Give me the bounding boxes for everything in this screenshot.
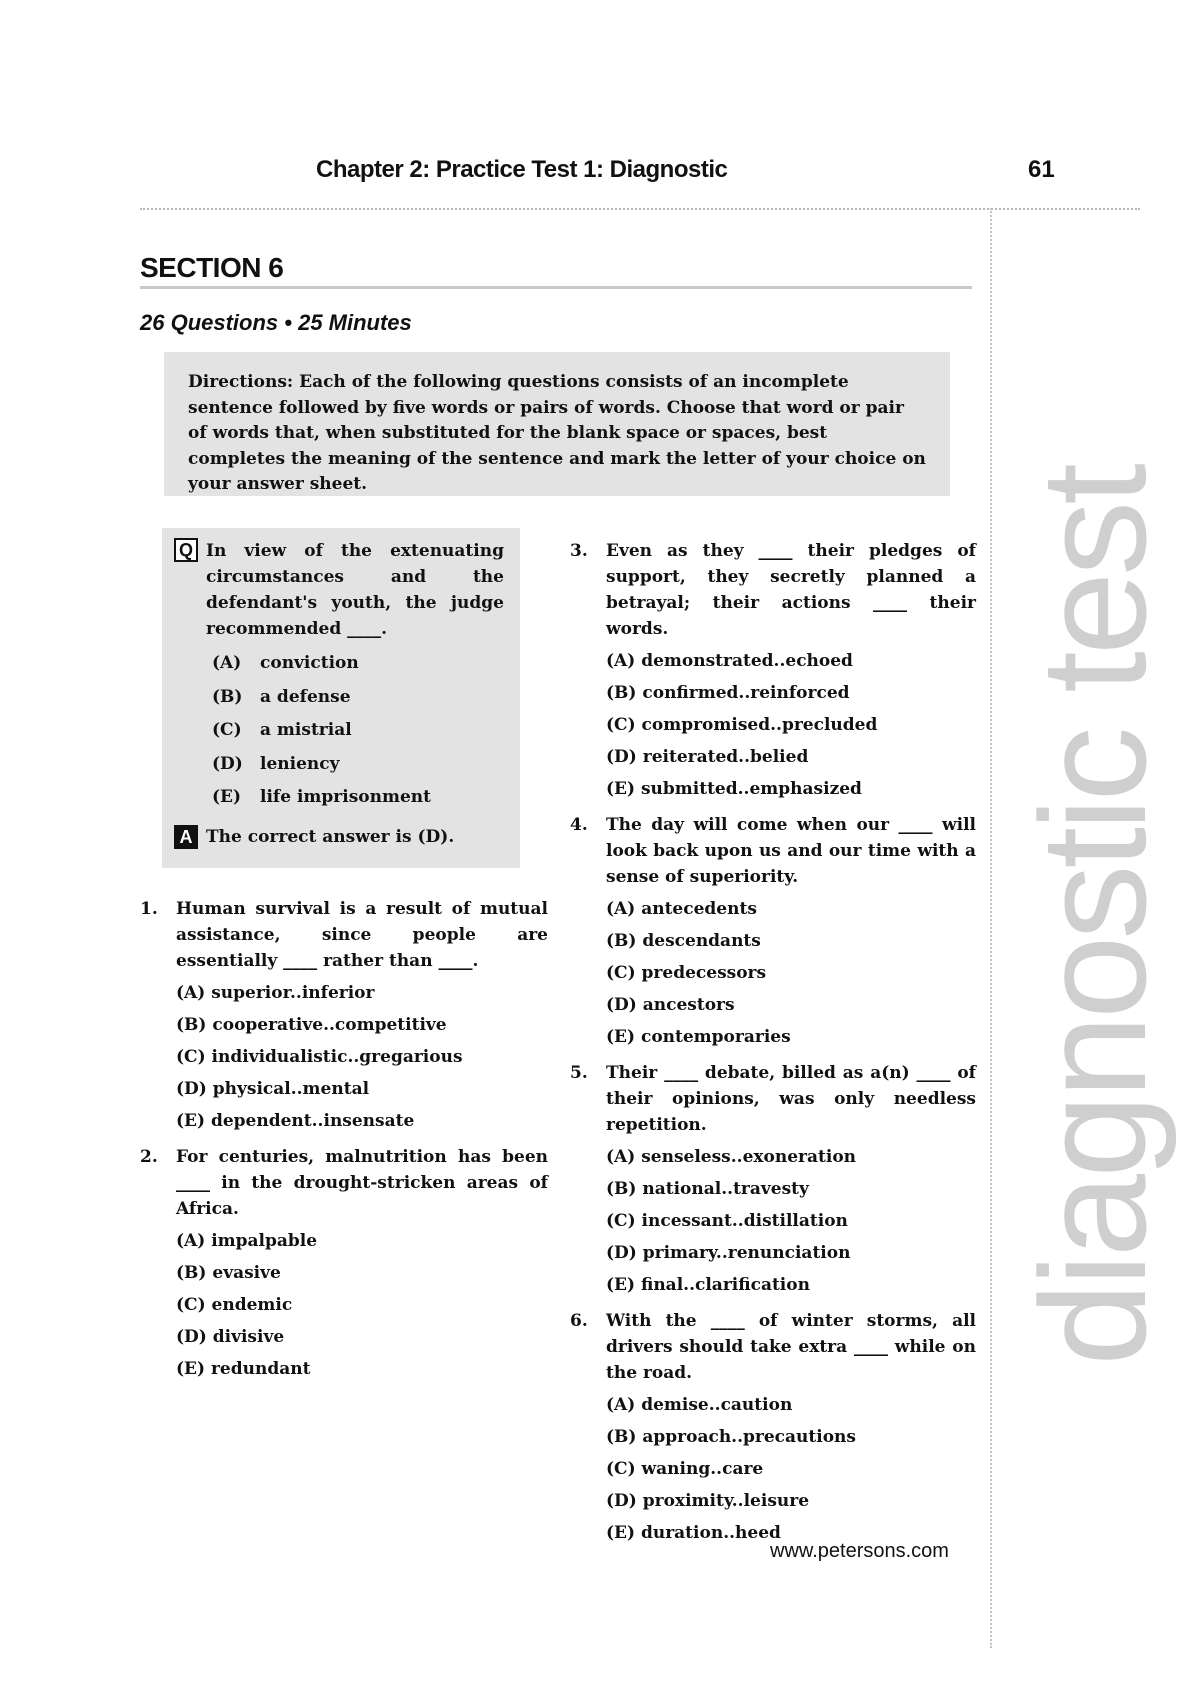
option-list: [606, 1392, 976, 1546]
option: (C) endemic: [176, 1295, 293, 1315]
sample-option: [212, 717, 504, 743]
answer-icon: A: [174, 825, 198, 849]
option-list: [176, 1228, 548, 1382]
option-list: [606, 1144, 976, 1298]
sample-option: [212, 784, 504, 810]
option: (D) ancestors: [606, 995, 735, 1015]
option-letter: (B): [212, 686, 243, 707]
option: (A) senseless..exoneration: [606, 1147, 857, 1167]
option: (E) dependent..insensate: [176, 1111, 415, 1131]
side-label: diagnostic test: [1009, 467, 1177, 1366]
option: (B) cooperative..competitive: [176, 1015, 447, 1035]
question-stem: For centuries, malnutrition has been ____ in the drought-stricken areas of Africa.: [176, 1147, 548, 1219]
option: (C) individualistic..gregarious: [176, 1047, 463, 1067]
option: (A) impalpable: [176, 1231, 318, 1251]
question-5: [570, 1060, 976, 1298]
option: (B) approach..precautions: [606, 1427, 856, 1447]
option: (B) evasive: [176, 1263, 281, 1283]
question-icon: Q: [174, 538, 198, 562]
option: (E) contemporaries: [606, 1027, 791, 1047]
option: (E) final..clarification: [606, 1275, 810, 1295]
question-2: [140, 1144, 548, 1382]
option: (A) antecedents: [606, 899, 757, 919]
option: (C) waning..care: [606, 1459, 764, 1479]
option: (D) reiterated..belied: [606, 747, 809, 767]
option-letter: (A): [212, 653, 242, 673]
question-stem: Even as they ____ their pledges of support, they secretly planned a betrayal; their actions ____ their words.: [606, 541, 976, 639]
question-number: 2.: [140, 1147, 158, 1167]
directions-label: Directions:: [188, 372, 294, 392]
option: (E) submitted..emphasized: [606, 779, 862, 799]
option: (E) duration..heed: [606, 1523, 781, 1543]
question-number: 3.: [570, 541, 588, 561]
section-title: SECTION 6: [140, 252, 284, 283]
directions-box: [164, 352, 950, 496]
option: (B) national..travesty: [606, 1179, 809, 1199]
sample-stem: In view of the extenuating circumstances and the defendant's youth, the judge recommended ____.: [206, 541, 504, 639]
option: (D) divisive: [176, 1327, 285, 1347]
left-column: [140, 896, 548, 1392]
option-text: conviction: [260, 653, 359, 673]
right-column: [570, 538, 976, 1556]
option-letter: (E): [212, 787, 242, 807]
sample-answer: [174, 824, 504, 850]
option-text: a defense: [260, 686, 351, 707]
directions-text: Each of the following questions consists of an incomplete sentence followed by five words or pairs of words. Choose that word or pair of words that, when substituted for the blank space or spaces, best completes the meaning of the sentence and mark the letter of your choice on your answer sheet.: [188, 372, 926, 494]
question-number: 5.: [570, 1063, 588, 1083]
option: (C) predecessors: [606, 963, 767, 983]
question-stem: With the ____ of winter storms, all drivers should take extra ____ while on the road.: [606, 1311, 976, 1383]
question-1: [140, 896, 548, 1134]
option: (B) descendants: [606, 931, 761, 951]
option: (D) proximity..leisure: [606, 1491, 810, 1511]
question-3: [570, 538, 976, 802]
sample-option: [212, 650, 504, 676]
option: (D) primary..renunciation: [606, 1243, 851, 1263]
option: (B) confirmed..reinforced: [606, 683, 850, 703]
option: (A) superior..inferior: [176, 983, 375, 1003]
sample-option: [212, 751, 504, 777]
option: (C) compromised..precluded: [606, 715, 878, 735]
option-text: a mistrial: [260, 720, 352, 740]
option: (E) redundant: [176, 1359, 311, 1379]
option-text: life imprisonment: [260, 787, 431, 807]
section-rule: [140, 286, 972, 289]
sample-option: [212, 684, 504, 710]
question-stem: Their ____ debate, billed as a(n) ____ of their opinions, was only needless repetition.: [606, 1063, 976, 1135]
question-number: 4.: [570, 815, 588, 835]
option-letter: (D): [212, 753, 243, 774]
question-stem: Human survival is a result of mutual assistance, since people are essentially ____ rather than ____.: [176, 899, 548, 971]
side-divider: [990, 208, 992, 1648]
question-number: 1.: [140, 899, 158, 919]
option-letter: (C): [212, 720, 242, 740]
option-list: [606, 896, 976, 1050]
option: (C) incessant..distillation: [606, 1211, 848, 1231]
page-number: 61: [1028, 156, 1055, 183]
option: (A) demonstrated..echoed: [606, 651, 853, 671]
option-text: leniency: [260, 753, 340, 774]
sample-question: [174, 538, 504, 642]
option-list: [606, 648, 976, 802]
question-6: [570, 1308, 976, 1546]
running-header: Chapter 2: Practice Test 1: Diagnostic: [316, 156, 728, 183]
option: (D) physical..mental: [176, 1079, 370, 1099]
option-list: [176, 980, 548, 1134]
sample-options: [212, 650, 504, 810]
footer-url: www.petersons.com: [770, 1540, 949, 1562]
question-4: [570, 812, 976, 1050]
section-subtitle: 26 Questions • 25 Minutes: [140, 310, 412, 335]
option: (A) demise..caution: [606, 1395, 793, 1415]
sample-answer-text: The correct answer is (D).: [206, 827, 455, 847]
question-number: 6.: [570, 1311, 588, 1331]
question-stem: The day will come when our ____ will look back upon us and our time with a sense of superiority.: [606, 815, 976, 887]
sample-question-box: [162, 528, 520, 868]
